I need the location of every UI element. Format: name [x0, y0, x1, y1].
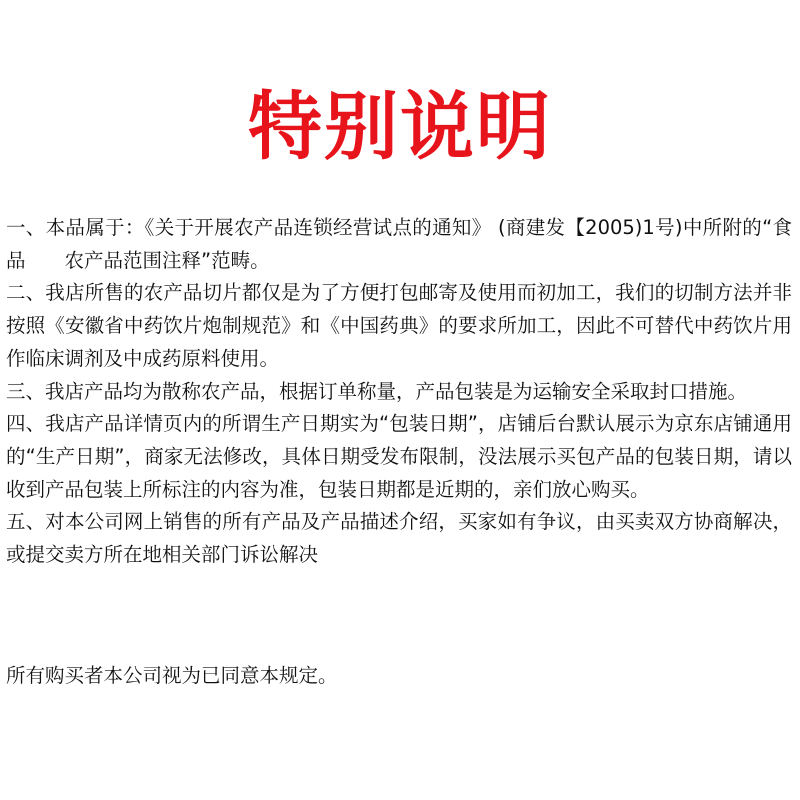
note-paragraph-3: 三、我店产品均为散称农产品，根据订单称量，产品包装是为运输安全采取封口措施。: [6, 379, 748, 403]
note-paragraph-2: 二、我店所售的农产品切片都仅是为了方便打包邮寄及使用而初加工，我们的切制方法并非按照《安徽省中药饮片炮制规范》和《中国药典》的要求所加工，因此不可替代中药饮片用作临床调剂及中成药原料使用。: [6, 281, 792, 370]
notes-body: [6, 212, 792, 572]
note-paragraph-5: 五、对本公司网上销售的所有产品及产品描述介绍，买家如有争议，由买卖双方协商解决，或提交卖方所在地相关部门诉讼解决: [6, 510, 792, 567]
note-paragraph-1: 一、本品属于：《关于开展农产品连锁经营试点的通知》 (商建发【2005)1号)中所附的“食品 农产品范围注释”范畴。: [6, 216, 792, 272]
closing-statement: 所有购买者本公司视为已同意本规定。: [6, 664, 338, 687]
note-paragraph-4: 四、我店产品详情页内的所谓生产日期实为“包装日期”，店铺后台默认展示为京东店铺通用的“生产日期”，商家无法修改，具体日期受发布限制，没法展示买包产品的包装日期，请以收到产品包装上所标注的内容为准，包装日期都是近期的，亲们放心购买。: [6, 412, 792, 501]
page-title: 特别说明: [248, 84, 552, 170]
